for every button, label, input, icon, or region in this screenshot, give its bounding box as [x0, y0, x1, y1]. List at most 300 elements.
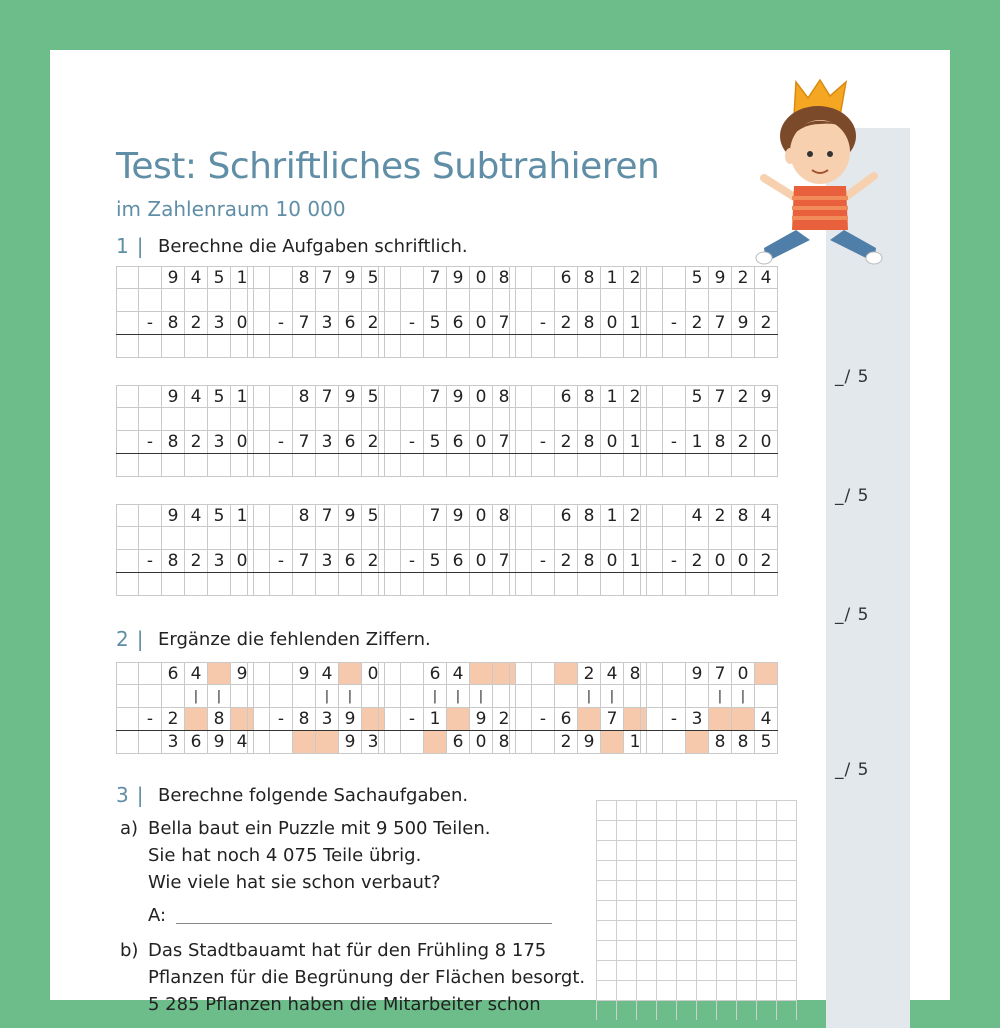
answer-cell: [509, 335, 532, 358]
digit-cell: [116, 312, 139, 335]
digit-cell: [247, 504, 270, 527]
digit-cell: [532, 731, 555, 754]
digit-cell: [555, 408, 578, 431]
digit-cell: [270, 385, 293, 408]
digit-cell: 7: [709, 312, 732, 335]
answer-cell: [555, 573, 578, 596]
digit-cell: 0: [709, 550, 732, 573]
digit-cell: 3: [362, 731, 385, 754]
answer-cell: [755, 335, 778, 358]
digit-cell: [640, 550, 663, 573]
digit-cell: 2: [555, 731, 578, 754]
answer-cell: [162, 454, 185, 477]
digit-cell: 8: [162, 550, 185, 573]
answer-cell: [116, 573, 139, 596]
digit-cell: [270, 527, 293, 550]
answer-cell: [247, 454, 270, 477]
digit-cell: 8: [732, 731, 755, 754]
digit-cell: 1: [624, 550, 647, 573]
digit-cell: [640, 431, 663, 454]
digit-cell: 6: [447, 731, 470, 754]
missing-digit-box[interactable]: [339, 662, 362, 685]
digit-cell: 0: [755, 431, 778, 454]
digit-cell: 9: [339, 504, 362, 527]
digit-cell: -: [663, 312, 686, 335]
digit-cell: [139, 527, 162, 550]
digit-cell: 2: [624, 266, 647, 289]
digit-cell: -: [401, 431, 424, 454]
digit-cell: 1: [231, 385, 254, 408]
digit-cell: 2: [755, 312, 778, 335]
digit-cell: -: [139, 312, 162, 335]
digit-cell: 1: [624, 312, 647, 335]
digit-cell: [709, 408, 732, 431]
digit-cell: [339, 408, 362, 431]
digit-cell: [663, 504, 686, 527]
digit-cell: 4: [231, 731, 254, 754]
answer-cell: [401, 573, 424, 596]
digit-cell: 0: [470, 731, 493, 754]
digit-cell: [116, 685, 139, 708]
digit-cell: [640, 266, 663, 289]
digit-cell: 4: [601, 662, 624, 685]
missing-digit-box[interactable]: [555, 662, 578, 685]
digit-cell: [401, 527, 424, 550]
answer-cell: [270, 335, 293, 358]
digit-cell: [316, 408, 339, 431]
missing-digit-box[interactable]: [470, 662, 493, 685]
sum-line: [640, 730, 778, 731]
digit-cell: [139, 662, 162, 685]
digit-cell: [640, 408, 663, 431]
digit-cell: -: [401, 312, 424, 335]
digit-cell: [663, 527, 686, 550]
answer-cell: [293, 454, 316, 477]
digit-cell: [378, 527, 401, 550]
digit-cell: 0: [601, 431, 624, 454]
digit-cell: [509, 289, 532, 312]
digit-cell: 2: [732, 266, 755, 289]
digit-cell: [378, 685, 401, 708]
digit-cell: 6: [339, 431, 362, 454]
sum-line: [378, 453, 516, 454]
digit-cell: [378, 312, 401, 335]
digit-cell: [247, 431, 270, 454]
digit-cell: 6: [555, 385, 578, 408]
answer-cell: [732, 573, 755, 596]
answer-cell: [139, 335, 162, 358]
digit-cell: 9: [339, 731, 362, 754]
digit-cell: 3: [162, 731, 185, 754]
answer-cell: [447, 454, 470, 477]
digit-cell: 5: [362, 504, 385, 527]
digit-cell: [755, 685, 778, 708]
sum-line: [378, 334, 516, 335]
answer-cell: [509, 573, 532, 596]
digit-cell: [378, 289, 401, 312]
missing-digit-box[interactable]: [601, 731, 624, 754]
answer-cell: [293, 573, 316, 596]
sum-line: [247, 334, 385, 335]
digit-cell: 1: [601, 266, 624, 289]
digit-cell: |: [208, 685, 231, 708]
answer-cell: [378, 335, 401, 358]
digit-cell: [424, 289, 447, 312]
answer-input-line[interactable]: [176, 923, 552, 924]
digit-cell: [470, 527, 493, 550]
digit-cell: 8: [578, 431, 601, 454]
digit-cell: [116, 431, 139, 454]
digit-cell: [139, 408, 162, 431]
digit-cell: 7: [709, 662, 732, 685]
digit-cell: [663, 731, 686, 754]
answer-cell: [139, 454, 162, 477]
digit-cell: 0: [470, 266, 493, 289]
digit-cell: [378, 385, 401, 408]
digit-cell: 5: [208, 504, 231, 527]
digit-cell: [293, 685, 316, 708]
digit-cell: [247, 550, 270, 573]
answer-cell: [578, 454, 601, 477]
digit-cell: 7: [493, 550, 516, 573]
digit-cell: [139, 685, 162, 708]
digit-cell: [185, 408, 208, 431]
digit-cell: 8: [293, 708, 316, 731]
digit-cell: 7: [424, 504, 447, 527]
digit-cell: [401, 408, 424, 431]
digit-cell: [532, 266, 555, 289]
digit-cell: [162, 289, 185, 312]
digit-cell: [116, 408, 139, 431]
digit-cell: [447, 289, 470, 312]
task2-instruction: Ergänze die fehlenden Ziffern.: [158, 629, 431, 650]
task3a-line: Wie viele hat sie schon verbaut?: [148, 872, 441, 893]
sum-line: [116, 572, 254, 573]
answer-cell: [208, 454, 231, 477]
digit-cell: [247, 731, 270, 754]
digit-cell: 8: [578, 550, 601, 573]
sum-line: [247, 730, 385, 731]
missing-digit-box[interactable]: [709, 708, 732, 731]
digit-cell: [555, 289, 578, 312]
digit-cell: 2: [686, 550, 709, 573]
answer-cell: [509, 454, 532, 477]
missing-digit-box[interactable]: [447, 708, 470, 731]
digit-cell: [293, 527, 316, 550]
digit-cell: 3: [316, 550, 339, 573]
digit-cell: [640, 731, 663, 754]
answer-cell: [208, 573, 231, 596]
boy-with-crown-illustration: [750, 78, 880, 268]
digit-cell: 2: [493, 708, 516, 731]
digit-cell: [686, 408, 709, 431]
answer-cell: [663, 454, 686, 477]
digit-cell: -: [532, 431, 555, 454]
digit-cell: [401, 385, 424, 408]
digit-cell: -: [663, 550, 686, 573]
answer-cell: [663, 573, 686, 596]
missing-digit-box[interactable]: [578, 708, 601, 731]
digit-cell: 1: [231, 266, 254, 289]
answer-cell: [424, 335, 447, 358]
digit-cell: [139, 385, 162, 408]
answer-cell: [709, 573, 732, 596]
digit-cell: [509, 708, 532, 731]
answer-cell: [578, 573, 601, 596]
digit-cell: 5: [362, 385, 385, 408]
digit-cell: 9: [447, 504, 470, 527]
digit-cell: [709, 527, 732, 550]
digit-cell: [555, 527, 578, 550]
digit-cell: [316, 527, 339, 550]
sum-line: [116, 453, 254, 454]
digit-cell: -: [532, 312, 555, 335]
digit-cell: [509, 408, 532, 431]
digit-cell: [601, 289, 624, 312]
digit-cell: [378, 266, 401, 289]
digit-cell: [578, 289, 601, 312]
digit-cell: 3: [686, 708, 709, 731]
digit-cell: [208, 289, 231, 312]
digit-cell: [378, 408, 401, 431]
digit-cell: -: [139, 708, 162, 731]
missing-digit-box[interactable]: [316, 731, 339, 754]
digit-cell: 7: [316, 266, 339, 289]
digit-cell: 8: [208, 708, 231, 731]
digit-cell: [447, 408, 470, 431]
digit-cell: [555, 685, 578, 708]
digit-cell: 5: [208, 385, 231, 408]
digit-cell: [509, 662, 532, 685]
digit-cell: -: [139, 550, 162, 573]
digit-cell: 0: [601, 312, 624, 335]
digit-cell: [401, 662, 424, 685]
answer-cell: [316, 573, 339, 596]
digit-cell: [116, 266, 139, 289]
digit-cell: [509, 385, 532, 408]
digit-cell: 2: [624, 385, 647, 408]
answer-cell: [247, 573, 270, 596]
digit-cell: [247, 385, 270, 408]
digit-cell: -: [401, 550, 424, 573]
digit-cell: [509, 266, 532, 289]
digit-cell: [532, 385, 555, 408]
digit-cell: 8: [578, 266, 601, 289]
sum-line: [247, 572, 385, 573]
answer-cell: [185, 573, 208, 596]
answer-cell: [316, 454, 339, 477]
digit-cell: -: [663, 431, 686, 454]
missing-digit-box[interactable]: [732, 708, 755, 731]
digit-cell: 4: [185, 504, 208, 527]
digit-cell: [116, 731, 139, 754]
digit-cell: [532, 289, 555, 312]
answer-cell: [339, 335, 362, 358]
missing-digit-box[interactable]: [293, 731, 316, 754]
digit-cell: 0: [362, 662, 385, 685]
answer-cell: [185, 335, 208, 358]
digit-cell: [663, 662, 686, 685]
digit-cell: [247, 312, 270, 335]
digit-cell: 7: [493, 312, 516, 335]
answer-cell: [640, 335, 663, 358]
answer-cell: [401, 335, 424, 358]
digit-cell: 0: [470, 385, 493, 408]
answer-cell: [339, 573, 362, 596]
digit-cell: [532, 408, 555, 431]
digit-cell: 2: [362, 550, 385, 573]
digit-cell: 9: [578, 731, 601, 754]
answer-cell: [663, 335, 686, 358]
answer-cell: [447, 573, 470, 596]
digit-cell: [509, 431, 532, 454]
digit-cell: [578, 527, 601, 550]
digit-cell: 9: [339, 385, 362, 408]
digit-cell: [116, 662, 139, 685]
digit-cell: 9: [755, 385, 778, 408]
digit-cell: 7: [424, 266, 447, 289]
digit-cell: [401, 289, 424, 312]
digit-cell: [640, 504, 663, 527]
digit-cell: 9: [162, 504, 185, 527]
digit-cell: 5: [755, 731, 778, 754]
digit-cell: 9: [339, 708, 362, 731]
answer-cell: [162, 573, 185, 596]
digit-cell: [578, 408, 601, 431]
digit-cell: 8: [578, 504, 601, 527]
digit-cell: 0: [732, 550, 755, 573]
digit-cell: 9: [447, 385, 470, 408]
digit-cell: [185, 289, 208, 312]
digit-cell: 6: [447, 550, 470, 573]
sum-line: [509, 572, 647, 573]
worksheet-page: [50, 50, 950, 1015]
digit-cell: [247, 685, 270, 708]
scratch-grid[interactable]: [596, 800, 797, 1020]
digit-cell: -: [401, 708, 424, 731]
task1-instruction: Berechne die Aufgaben schriftlich.: [158, 236, 468, 257]
answer-cell: [116, 454, 139, 477]
digit-cell: |: [424, 685, 447, 708]
digit-cell: 3: [208, 312, 231, 335]
digit-cell: 2: [555, 550, 578, 573]
answer-cell: [162, 335, 185, 358]
digit-cell: [532, 527, 555, 550]
answer-cell: [424, 454, 447, 477]
digit-cell: [293, 408, 316, 431]
digit-cell: 7: [293, 312, 316, 335]
digit-cell: [509, 312, 532, 335]
digit-cell: [116, 527, 139, 550]
digit-cell: 5: [208, 266, 231, 289]
score-row-4: _/ 5: [835, 760, 870, 780]
answer-cell: [139, 573, 162, 596]
digit-cell: 8: [732, 504, 755, 527]
digit-cell: [378, 431, 401, 454]
digit-cell: [532, 685, 555, 708]
digit-cell: -: [139, 431, 162, 454]
digit-cell: 6: [555, 504, 578, 527]
digit-cell: 3: [208, 431, 231, 454]
answer-cell: [470, 335, 493, 358]
task3b-line: Pflanzen für die Begrünung der Flächen besorgt.: [148, 967, 586, 988]
digit-cell: 3: [316, 708, 339, 731]
digit-cell: [732, 408, 755, 431]
digit-cell: 0: [231, 431, 254, 454]
digit-cell: 1: [624, 731, 647, 754]
digit-cell: 4: [185, 385, 208, 408]
answer-cell: [640, 454, 663, 477]
digit-cell: [509, 550, 532, 573]
digit-cell: 4: [185, 662, 208, 685]
score-row-2: _/ 5: [835, 486, 870, 506]
page-subtitle: im Zahlenraum 10 000: [116, 197, 346, 221]
digit-cell: 5: [686, 266, 709, 289]
digit-cell: -: [270, 312, 293, 335]
digit-cell: 8: [709, 731, 732, 754]
missing-digit-box[interactable]: [424, 731, 447, 754]
answer-cell: [640, 573, 663, 596]
digit-cell: 2: [709, 504, 732, 527]
digit-cell: [755, 289, 778, 312]
digit-cell: |: [185, 685, 208, 708]
digit-cell: 9: [162, 385, 185, 408]
digit-cell: [640, 385, 663, 408]
digit-cell: 7: [293, 550, 316, 573]
answer-cell: [601, 454, 624, 477]
digit-cell: [640, 527, 663, 550]
digit-cell: [640, 312, 663, 335]
digit-cell: 3: [316, 312, 339, 335]
task3-instruction: Berechne folgende Sachaufgaben.: [158, 785, 469, 806]
digit-cell: |: [578, 685, 601, 708]
digit-cell: [293, 289, 316, 312]
digit-cell: 8: [578, 385, 601, 408]
answer-cell: [601, 573, 624, 596]
digit-cell: 7: [709, 385, 732, 408]
digit-cell: 0: [732, 662, 755, 685]
digit-cell: [339, 527, 362, 550]
digit-cell: 8: [709, 431, 732, 454]
digit-cell: 7: [316, 504, 339, 527]
digit-cell: [509, 685, 532, 708]
digit-cell: 0: [231, 312, 254, 335]
digit-cell: [247, 266, 270, 289]
digit-cell: 8: [293, 504, 316, 527]
digit-cell: [247, 662, 270, 685]
answer-cell: [470, 454, 493, 477]
missing-digit-box[interactable]: [686, 731, 709, 754]
answer-cell: [532, 335, 555, 358]
missing-digit-box[interactable]: [755, 662, 778, 685]
answer-cell: [532, 573, 555, 596]
digit-cell: [270, 685, 293, 708]
answer-cell: [755, 454, 778, 477]
missing-digit-box[interactable]: [208, 662, 231, 685]
missing-digit-box[interactable]: [185, 708, 208, 731]
digit-cell: |: [316, 685, 339, 708]
digit-cell: 9: [231, 662, 254, 685]
digit-cell: [270, 408, 293, 431]
digit-cell: [316, 289, 339, 312]
answer-cell: [378, 573, 401, 596]
digit-cell: 7: [293, 431, 316, 454]
digit-cell: 6: [447, 431, 470, 454]
answer-cell: [339, 454, 362, 477]
digit-cell: |: [709, 685, 732, 708]
digit-cell: [732, 289, 755, 312]
digit-cell: -: [532, 708, 555, 731]
